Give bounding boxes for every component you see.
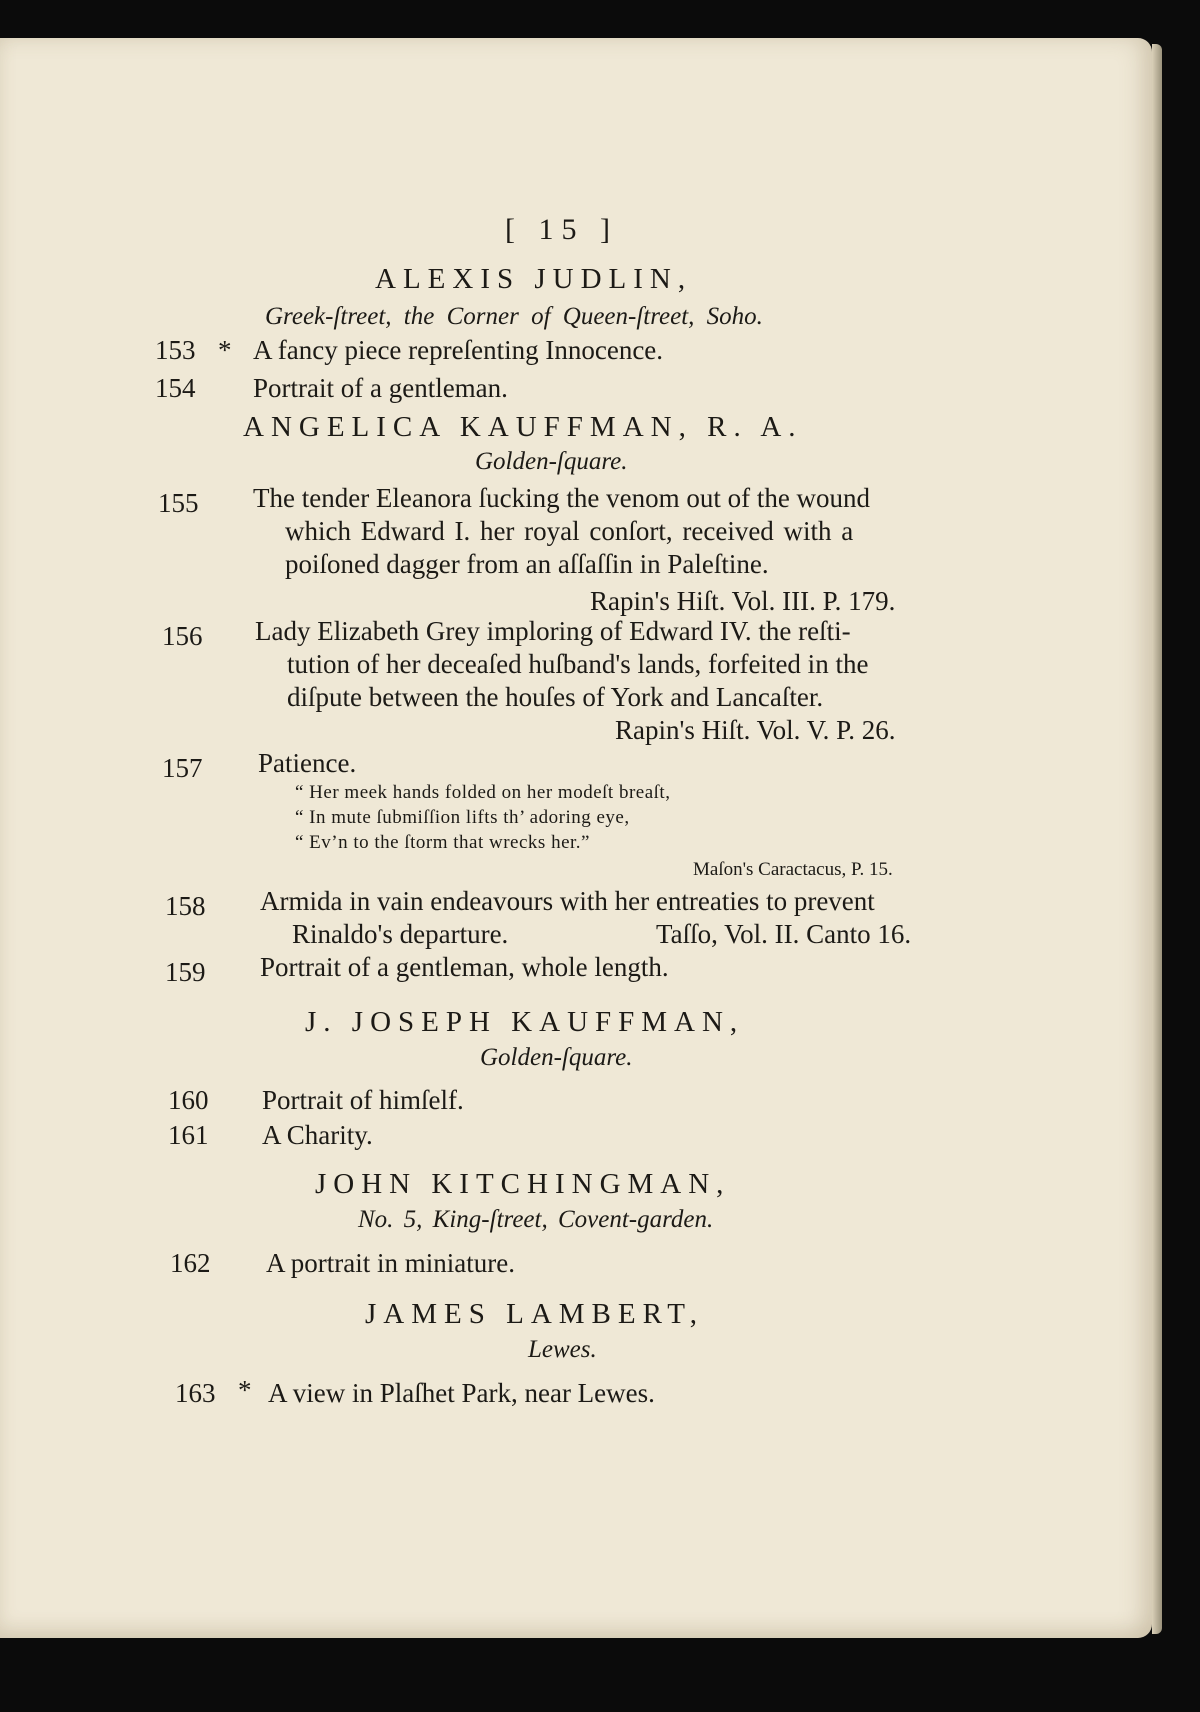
- verse-line: “ In mute ſubmiſſion lifts th’ adoring eye,: [295, 807, 630, 828]
- entry-number: 158: [165, 891, 206, 921]
- entry-line: diſpute between the houſes of York and Lancaſter.: [287, 682, 824, 712]
- entry-number: 156: [162, 621, 203, 651]
- entry-reference: Rapin's Hiſt. Vol. V. P. 26.: [615, 715, 896, 745]
- artist-heading: JAMES LAMBERT,: [365, 1298, 705, 1330]
- artist-address: Golden-ſquare.: [480, 1044, 633, 1071]
- entry-number: 160: [168, 1085, 209, 1115]
- entry-title: A fancy piece repreſenting Innocence.: [253, 335, 664, 365]
- entry-title: Portrait of himſelf.: [262, 1085, 464, 1115]
- entry-line: Rinaldo's departure.: [292, 919, 509, 949]
- entry-reference: Taſſo, Vol. II. Canto 16.: [656, 919, 912, 949]
- entry-number: 157: [162, 753, 203, 783]
- catalogue-page: [0, 38, 1152, 1638]
- verse-line: “ Her meek hands folded on her modeſt breaſt,: [295, 782, 671, 803]
- entry-reference: Rapin's Hiſt. Vol. III. P. 179.: [590, 586, 896, 616]
- verse-citation: Maſon's Caractacus, P. 15.: [693, 859, 893, 880]
- artist-heading: JOHN KITCHINGMAN,: [315, 1168, 731, 1200]
- entry-line: The tender Eleanora ſucking the venom out of the wound: [253, 483, 871, 513]
- new-work-marker: *: [238, 1375, 252, 1405]
- artist-heading: ALEXIS JUDLIN,: [375, 263, 693, 295]
- entry-line: Lady Elizabeth Grey imploring of Edward IV. the reſti-: [255, 616, 851, 646]
- entry-line: tution of her deceaſed huſband's lands, forfeited in the: [287, 649, 869, 679]
- entry-title: Patience.: [258, 748, 357, 778]
- entry-title: Portrait of a gentleman.: [253, 373, 508, 403]
- entry-title: A view in Plaſhet Park, near Lewes.: [268, 1378, 655, 1408]
- entry-title: A Charity.: [262, 1120, 373, 1150]
- entry-number: 159: [165, 957, 206, 987]
- entry-line: Armida in vain endeavours with her entreaties to prevent: [260, 886, 875, 916]
- entry-number: 153: [155, 335, 196, 365]
- entry-number: 155: [158, 488, 199, 518]
- entry-line: which Edward I. her royal conſort, received with a: [285, 516, 854, 546]
- new-work-marker: *: [218, 335, 232, 365]
- artist-address: Lewes.: [528, 1336, 597, 1363]
- entry-line: poiſoned dagger from an aſſaſſin in Paleſtine.: [285, 549, 769, 579]
- page-number: [ 15 ]: [505, 213, 618, 246]
- artist-address: No. 5, King-ſtreet, Covent-garden.: [358, 1206, 714, 1233]
- artist-heading: ANGELICA KAUFFMAN, R. A.: [243, 411, 803, 443]
- entry-number: 163: [175, 1378, 216, 1408]
- entry-title: A portrait in miniature.: [266, 1248, 515, 1278]
- entry-title: Portrait of a gentleman, whole length.: [260, 952, 669, 982]
- page-edge: [1152, 44, 1162, 1634]
- verse-line: “ Ev’n to the ſtorm that wrecks her.”: [295, 832, 590, 853]
- artist-address: Greek-ſtreet, the Corner of Queen-ſtreet, Soho.: [265, 303, 763, 330]
- entry-number: 162: [170, 1248, 211, 1278]
- entry-number: 161: [168, 1120, 209, 1150]
- artist-address: Golden-ſquare.: [475, 448, 628, 475]
- entry-number: 154: [155, 373, 196, 403]
- artist-heading: J. JOSEPH KAUFFMAN,: [305, 1006, 745, 1038]
